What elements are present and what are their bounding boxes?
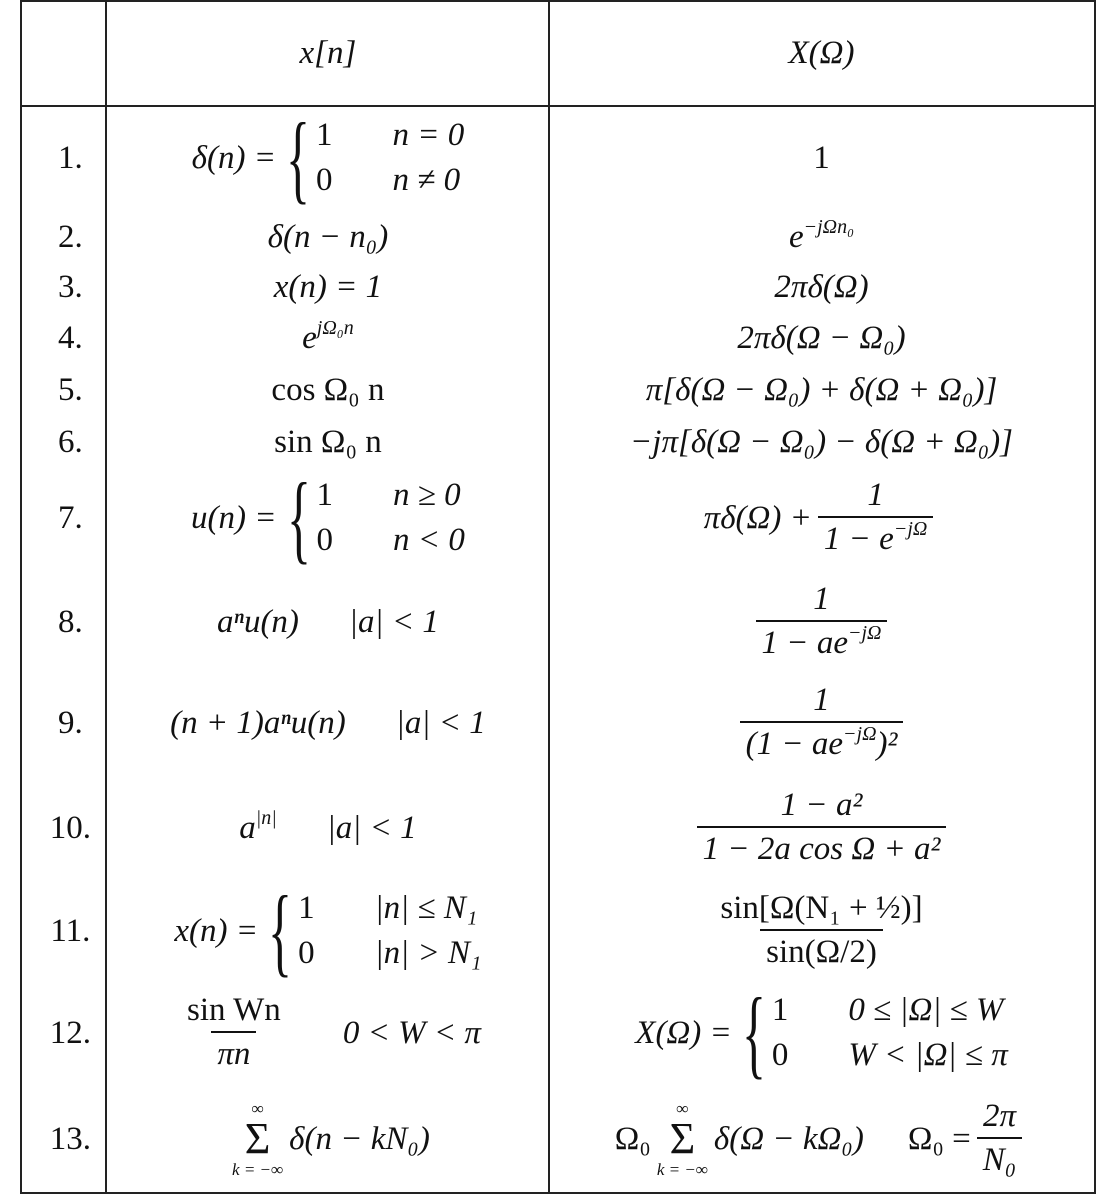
fraction (181, 991, 287, 1074)
numerator: 1 (867, 477, 884, 514)
den-text: (1 − ae (745, 726, 844, 762)
table-row (22, 672, 1094, 774)
brace-icon: { (285, 102, 310, 213)
sum-upper: ∞ (251, 1099, 264, 1118)
case-cond: 0 ≤ |Ω| ≤ W (848, 991, 1004, 1028)
signal: sin Ω₀ n (274, 423, 382, 460)
row-number: 7. (58, 499, 83, 536)
condition: 0 < W < π (342, 1014, 481, 1051)
case-cond: |n| > N₁ (374, 935, 482, 971)
transform: 2πδ(Ω) (774, 268, 869, 305)
row-number: 11. (50, 912, 91, 949)
lhs: u(n) = (191, 499, 277, 536)
table-row (22, 572, 1094, 672)
case-value: 1 (316, 476, 334, 513)
case-value: 0 (771, 1037, 789, 1073)
brace-icon: { (741, 977, 766, 1088)
denominator (818, 516, 933, 560)
fraction (756, 580, 888, 663)
piecewise (174, 875, 482, 986)
numerator: sin Wn (187, 992, 281, 1029)
piecewise (191, 462, 465, 573)
fraction (697, 786, 947, 869)
sigma-icon: Σ (669, 1114, 696, 1163)
signal (302, 316, 354, 357)
sigma-icon: Σ (244, 1114, 271, 1163)
transform: π[δ(Ω − Ω₀) + δ(Ω + Ω₀)] (645, 371, 998, 408)
condition: |a| < 1 (395, 704, 486, 741)
signal: aⁿu(n) (217, 603, 299, 640)
summation (657, 1100, 708, 1178)
sum-lower: k = −∞ (232, 1160, 284, 1179)
table-row (22, 364, 1094, 416)
table-row (22, 416, 1094, 468)
lhs: δ(n) = (191, 139, 276, 176)
row-number: 10. (49, 809, 92, 846)
denominator (756, 620, 888, 664)
piecewise (191, 102, 465, 213)
numerator: sin[Ω(N₁ + ½)] (720, 890, 923, 927)
row-number: 8. (58, 603, 83, 640)
denominator: sin(Ω/2) (760, 929, 883, 973)
row-number: 4. (58, 319, 83, 356)
header-X: X(Ω) (788, 35, 855, 71)
base: a (239, 809, 256, 846)
transform: 1 (813, 139, 830, 176)
case-cond: W < |Ω| ≤ π (848, 1037, 1008, 1073)
den-tail: )² (876, 726, 898, 762)
table-row (22, 875, 1094, 986)
transform: 2πδ(Ω − Ω₀) (737, 319, 906, 356)
exponent: −jΩn₀ (803, 215, 855, 238)
fraction (818, 476, 933, 559)
table-row (22, 977, 1094, 1088)
case-cond: n < 0 (393, 522, 465, 558)
transform-prefix: Ω₀ (614, 1120, 651, 1157)
fraction (740, 681, 904, 764)
case-value: 0 (298, 935, 315, 971)
signal: (n + 1)aⁿu(n) (170, 704, 346, 741)
row-number: 1. (58, 139, 83, 176)
condition: |a| < 1 (348, 603, 439, 640)
row-number: 5. (58, 371, 83, 408)
denominator: N₀ (977, 1137, 1022, 1181)
header-row (22, 2, 1094, 105)
table-row (22, 312, 1094, 364)
base: e (302, 319, 317, 356)
lhs: X(Ω) = (635, 1014, 732, 1051)
case-cond: |n| ≤ N₁ (374, 889, 478, 926)
case-value: 1 (315, 116, 333, 153)
exponent: −jΩ (843, 723, 877, 745)
signal: δ(n − n₀) (267, 218, 389, 255)
numerator: 2π (982, 1098, 1017, 1135)
base: e (788, 218, 804, 255)
signal: x(n) = 1 (273, 268, 383, 305)
row-number: 12. (49, 1014, 92, 1051)
denominator (740, 721, 904, 765)
row-number: 9. (58, 704, 83, 741)
denominator: 1 − 2a cos Ω + a² (697, 826, 947, 870)
fraction (714, 889, 928, 972)
table-row (22, 1084, 1094, 1194)
definition-lhs: Ω₀ = (907, 1120, 971, 1157)
piecewise (635, 977, 1008, 1088)
numerator: 1 (813, 682, 830, 719)
fraction (977, 1097, 1022, 1180)
summation (232, 1100, 283, 1178)
row-number: 6. (58, 423, 83, 460)
lhs: x(n) = (174, 912, 259, 949)
case-value: 1 (771, 991, 789, 1028)
case-cond: n = 0 (392, 116, 465, 153)
case-cond: n ≥ 0 (393, 476, 461, 513)
denominator: πn (211, 1031, 256, 1075)
case-value: 0 (315, 162, 333, 198)
row-number: 2. (58, 218, 83, 255)
table-row (22, 462, 1094, 573)
case-value: 0 (316, 522, 334, 558)
signal (239, 806, 277, 847)
sum-lower: k = −∞ (656, 1160, 708, 1179)
case-value: 1 (298, 889, 315, 926)
sum-body: δ(n − kN₀) (289, 1120, 430, 1157)
dtft-pairs-table (20, 0, 1096, 1194)
row-number: 13. (49, 1120, 92, 1157)
exponent: |n| (255, 806, 277, 829)
row-number: 3. (58, 268, 83, 305)
transform-prefix: πδ(Ω) + (703, 499, 812, 536)
table-row (22, 102, 1094, 213)
exponent: −jΩ (893, 518, 928, 540)
table-row (22, 776, 1094, 880)
table-row (22, 262, 1094, 312)
numerator: 1 (813, 581, 830, 618)
brace-icon: { (286, 462, 311, 573)
sum-body: δ(Ω − kΩ₀) (713, 1120, 864, 1157)
table-row (22, 212, 1094, 262)
signal: cos Ω₀ n (271, 371, 385, 408)
den-text: 1 − e (823, 521, 894, 557)
exponent: jΩ₀n (316, 316, 354, 339)
den-text: 1 − ae (761, 625, 848, 661)
numerator: 1 − a² (780, 787, 863, 824)
condition: |a| < 1 (326, 809, 417, 846)
exponent: −jΩ (847, 622, 882, 644)
sum-upper: ∞ (676, 1099, 689, 1118)
brace-icon: { (268, 875, 293, 986)
transform (788, 215, 855, 256)
transform: −jπ[δ(Ω − Ω₀) − δ(Ω + Ω₀)] (630, 423, 1014, 460)
header-x: x[n] (299, 35, 357, 71)
case-cond: n ≠ 0 (392, 162, 461, 198)
